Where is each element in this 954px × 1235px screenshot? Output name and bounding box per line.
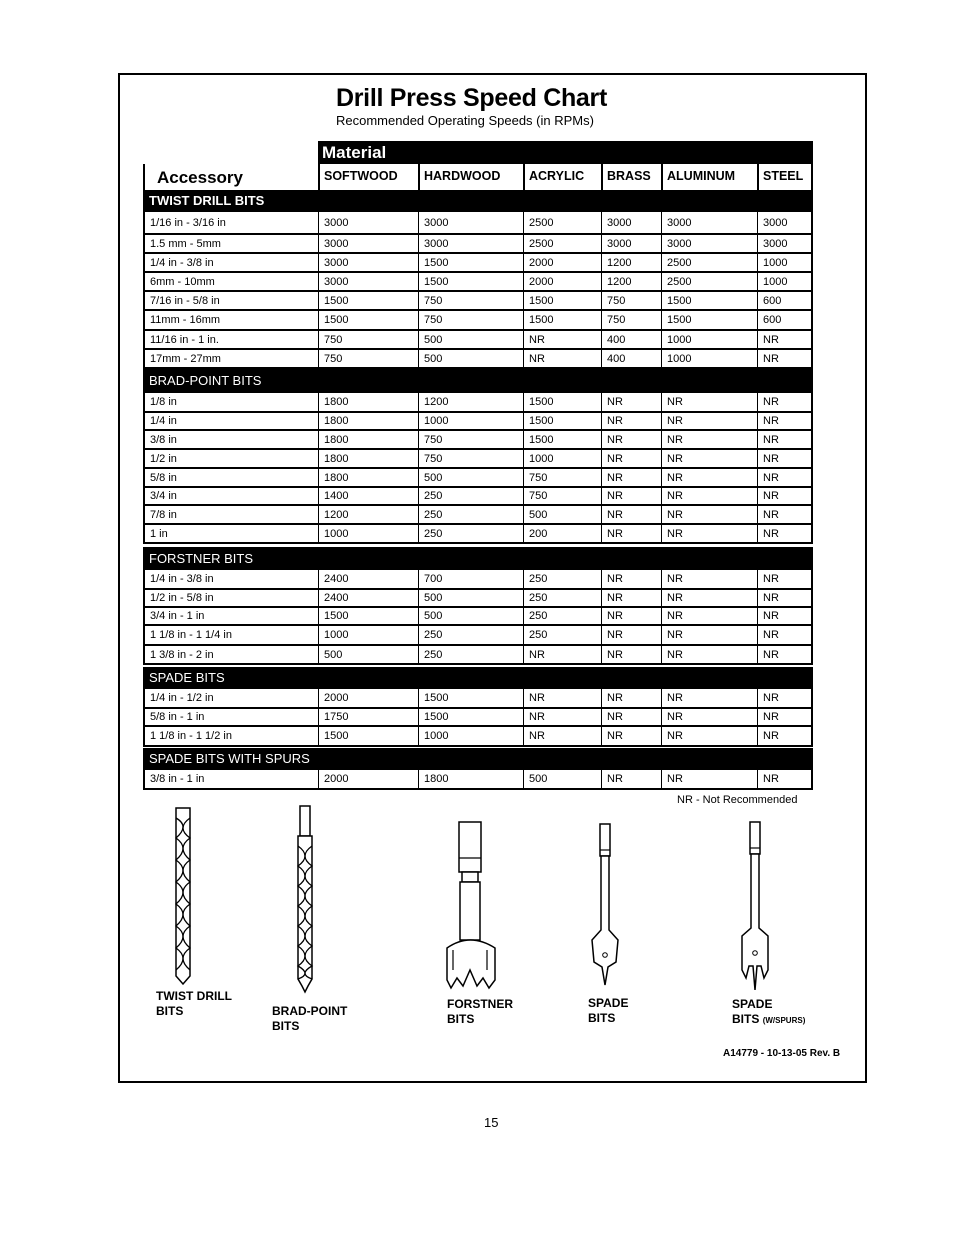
rpm-cell: NR (757, 506, 815, 523)
rpm-cell: 1000 (661, 350, 757, 367)
rpm-cell: NR (601, 709, 661, 725)
size-cell: 1.5 mm - 5mm (150, 237, 221, 250)
rpm-cell: NR (757, 646, 815, 663)
size-cell: 11/16 in - 1 in. (150, 333, 219, 346)
rpm-cell: 750 (318, 331, 418, 348)
rpm-cell: NR (601, 450, 661, 467)
column-header-brass: BRASS (601, 164, 661, 190)
rpm-cell: 500 (418, 469, 523, 486)
rpm-cell: 250 (418, 525, 523, 542)
rpm-cell: NR (661, 646, 757, 663)
document-reference: A14779 - 10-13-05 Rev. B (723, 1048, 841, 1059)
rpm-cell: 1800 (418, 770, 523, 788)
rpm-cell: NR (661, 770, 757, 788)
rpm-cell: NR (601, 506, 661, 523)
rpm-cell: NR (757, 727, 815, 745)
table-row (143, 235, 813, 254)
rpm-cell: 1800 (318, 450, 418, 467)
rpm-cell: 500 (523, 506, 601, 523)
rpm-cell: 250 (523, 608, 601, 624)
rpm-cell: NR (601, 626, 661, 644)
rpm-cell: NR (757, 525, 815, 542)
rpm-cell: NR (757, 608, 815, 624)
rpm-cell: 1500 (523, 311, 601, 329)
rpm-cell: NR (757, 393, 815, 411)
rpm-cell: 2400 (318, 570, 418, 588)
rpm-cell: NR (523, 727, 601, 745)
rpm-cell: NR (601, 431, 661, 448)
rpm-cell: NR (601, 770, 661, 788)
twist-label-line-1: TWIST DRILL (156, 989, 232, 1003)
spade-bit-icon (588, 822, 622, 987)
table-row (143, 311, 813, 331)
size-cell: 1/4 in - 1/2 in (150, 692, 214, 704)
rpm-cell: 750 (418, 311, 523, 329)
rpm-cell: NR (601, 727, 661, 745)
column-header-steel: STEEL (757, 164, 811, 190)
rpm-cell: 3000 (757, 212, 815, 233)
twist-drill-bit-icon (168, 806, 198, 986)
rpm-cell: 750 (418, 431, 523, 448)
rpm-cell: NR (757, 488, 815, 504)
rpm-cell: NR (757, 431, 815, 448)
rpm-cell: 750 (418, 450, 523, 467)
rpm-cell: 1200 (601, 273, 661, 290)
size-cell: 3/4 in (150, 490, 177, 502)
rpm-cell: NR (757, 413, 815, 429)
size-cell: 1/2 in (150, 452, 177, 465)
rpm-cell: 400 (601, 350, 661, 367)
rpm-cell: 500 (418, 331, 523, 348)
rpm-cell: NR (757, 331, 815, 348)
size-cell: 3/8 in (150, 433, 177, 446)
spade-label-line-1: SPADE (588, 996, 629, 1010)
rpm-cell: 1500 (318, 311, 418, 329)
spade-bit-with-spurs-icon (738, 820, 772, 992)
rpm-cell: 400 (601, 331, 661, 348)
rpm-cell: 2000 (523, 273, 601, 290)
rpm-cell: 200 (523, 525, 601, 542)
rpm-cell: 500 (523, 770, 601, 788)
table-row (143, 709, 813, 727)
rpm-cell: 750 (418, 292, 523, 309)
table-row (143, 626, 813, 646)
rpm-cell: 1500 (318, 727, 418, 745)
size-cell: 1 3/8 in - 2 in (150, 648, 214, 661)
rpm-cell: 3000 (661, 235, 757, 252)
size-cell: 11mm - 16mm (150, 314, 221, 326)
rpm-cell: 1800 (318, 413, 418, 429)
table-row (143, 506, 813, 525)
rpm-cell: 250 (523, 570, 601, 588)
rpm-cell: 1000 (661, 331, 757, 348)
rpm-cell: 1750 (318, 709, 418, 725)
rpm-cell: 750 (601, 292, 661, 309)
table-row (143, 350, 813, 369)
section-header: FORSTNER BITS (143, 547, 813, 570)
rpm-cell: 3000 (318, 254, 418, 271)
rpm-cell: 250 (418, 506, 523, 523)
spade-bits-label (588, 996, 628, 1026)
spade-spurs-label-line-2: BITS (732, 1012, 760, 1026)
spade-spurs-label-qualifier: (W/SPURS) (762, 1016, 806, 1025)
rpm-cell: 750 (523, 488, 601, 504)
rpm-cell: 250 (418, 626, 523, 644)
rpm-cell: 1000 (523, 450, 601, 467)
rpm-cell: NR (757, 469, 815, 486)
table-row (143, 525, 813, 544)
rpm-cell: NR (661, 727, 757, 745)
rpm-cell: NR (661, 488, 757, 504)
rpm-cell: 1000 (418, 413, 523, 429)
section-header: TWIST DRILL BITS (143, 190, 813, 212)
column-header-hardwood: HARDWOOD (418, 164, 523, 190)
rpm-cell: 3000 (757, 235, 815, 252)
size-cell: 7/16 in - 5/8 in (150, 294, 220, 307)
size-cell: 6mm - 10mm (150, 275, 215, 288)
rpm-cell: 1500 (523, 413, 601, 429)
table-row (143, 292, 813, 311)
rpm-cell: 3000 (318, 235, 418, 252)
table-row (143, 646, 813, 665)
size-cell: 1/16 in - 3/16 in (150, 216, 226, 229)
rpm-cell: NR (757, 770, 815, 788)
rpm-cell: NR (523, 709, 601, 725)
rpm-cell: 2500 (661, 273, 757, 290)
rpm-cell: NR (661, 626, 757, 644)
table-row (143, 469, 813, 488)
rpm-cell: 1500 (523, 431, 601, 448)
accessory-header: Accessory (157, 168, 244, 187)
rpm-cell: 700 (418, 570, 523, 588)
size-cell: 1 1/8 in - 1 1/4 in (150, 629, 232, 641)
rpm-cell: 250 (418, 488, 523, 504)
rpm-cell: 750 (601, 311, 661, 329)
rpm-cell: 1500 (661, 311, 757, 329)
rpm-cell: NR (757, 590, 815, 606)
rpm-cell: 500 (418, 608, 523, 624)
rpm-cell: NR (661, 450, 757, 467)
rpm-cell: NR (757, 689, 815, 707)
rpm-cell: NR (757, 626, 815, 644)
rpm-cell: NR (661, 413, 757, 429)
table-row (143, 689, 813, 709)
rpm-cell: 2000 (318, 770, 418, 788)
rpm-cell: 3000 (418, 235, 523, 252)
rpm-cell: 600 (757, 311, 815, 329)
size-cell: 17mm - 27mm (150, 352, 221, 365)
table-row (143, 431, 813, 450)
rpm-cell: 2000 (318, 689, 418, 707)
rpm-cell: NR (661, 469, 757, 486)
rpm-cell: 750 (523, 469, 601, 486)
rpm-cell: NR (661, 608, 757, 624)
forstner-label-line-1: FORSTNER (447, 997, 513, 1011)
rpm-cell: NR (757, 709, 815, 725)
table-row (143, 413, 813, 431)
rpm-cell: NR (523, 646, 601, 663)
rpm-cell: 1500 (318, 292, 418, 309)
column-header-aluminum: ALUMINUM (661, 164, 757, 190)
section-header: SPADE BITS (143, 667, 813, 689)
spade-spurs-label-line-1: SPADE (732, 997, 773, 1011)
rpm-cell: NR (601, 413, 661, 429)
rpm-cell: NR (601, 689, 661, 707)
forstner-bit-icon (443, 820, 499, 990)
rpm-cell: NR (601, 570, 661, 588)
rpm-cell: 1800 (318, 431, 418, 448)
rpm-cell: NR (601, 608, 661, 624)
rpm-cell: 1500 (661, 292, 757, 309)
rpm-cell: 2500 (661, 254, 757, 271)
rpm-cell: NR (757, 450, 815, 467)
rpm-cell: NR (601, 469, 661, 486)
size-cell: 1/8 in (150, 396, 177, 408)
rpm-cell: 1500 (418, 689, 523, 707)
rpm-cell: 1200 (418, 393, 523, 411)
column-header-acrylic: ACRYLIC (523, 164, 601, 190)
size-cell: 5/8 in (150, 471, 177, 484)
rpm-cell: 1000 (318, 626, 418, 644)
rpm-cell: 3000 (601, 235, 661, 252)
rpm-cell: 1800 (318, 469, 418, 486)
size-cell: 1/4 in (150, 415, 177, 427)
rpm-cell: NR (601, 393, 661, 411)
table-row (143, 273, 813, 292)
size-cell: 5/8 in - 1 in (150, 711, 205, 723)
forstner-bits-label (447, 997, 513, 1027)
rpm-cell: 600 (757, 292, 815, 309)
rpm-cell: NR (601, 646, 661, 663)
size-cell: 3/4 in - 1 in (150, 610, 205, 622)
rpm-cell: 2500 (523, 212, 601, 233)
table-row (143, 608, 813, 626)
size-cell: 7/8 in (150, 508, 177, 521)
table-row (143, 331, 813, 350)
rpm-cell: NR (523, 331, 601, 348)
size-cell: 1/4 in - 3/8 in (150, 573, 214, 585)
section-header: BRAD-POINT BITS (143, 368, 813, 393)
rpm-cell: NR (601, 590, 661, 606)
spade-label-line-2: BITS (588, 1011, 616, 1025)
rpm-cell: 1500 (418, 273, 523, 290)
rpm-cell: NR (661, 590, 757, 606)
rpm-cell: NR (661, 570, 757, 588)
rpm-cell: NR (523, 350, 601, 367)
rpm-cell: 500 (418, 590, 523, 606)
rpm-cell: 3000 (318, 212, 418, 233)
table-row (143, 212, 813, 235)
rpm-cell: 1000 (418, 727, 523, 745)
rpm-cell: 1500 (318, 608, 418, 624)
table-row (143, 488, 813, 506)
rpm-cell: 3000 (601, 212, 661, 233)
forstner-label-line-2: BITS (447, 1012, 475, 1026)
rpm-cell: 1200 (318, 506, 418, 523)
rpm-cell: NR (601, 488, 661, 504)
rpm-cell: 250 (523, 626, 601, 644)
page-title: Drill Press Speed Chart (336, 84, 607, 112)
rpm-cell: 2400 (318, 590, 418, 606)
rpm-cell: NR (601, 525, 661, 542)
section-header: SPADE BITS WITH SPURS (143, 748, 813, 770)
rpm-cell: NR (757, 570, 815, 588)
rpm-cell: 1500 (418, 254, 523, 271)
size-cell: 3/8 in - 1 in (150, 773, 205, 785)
rpm-cell: NR (661, 525, 757, 542)
rpm-cell: NR (661, 393, 757, 411)
table-row (143, 393, 813, 413)
rpm-cell: 1000 (757, 254, 815, 271)
rpm-cell: 3000 (661, 212, 757, 233)
rpm-cell: 1000 (757, 273, 815, 290)
rpm-cell: NR (661, 689, 757, 707)
rpm-cell: NR (757, 350, 815, 367)
twist-label-line-2: BITS (156, 1004, 184, 1018)
rpm-cell: 1800 (318, 393, 418, 411)
table-row (143, 590, 813, 608)
brad-point-bits-label (272, 1004, 347, 1034)
brad-label-line-2: BITS (272, 1019, 300, 1033)
size-cell: 1 1/8 in - 1 1/2 in (150, 730, 232, 742)
rpm-cell: 1000 (318, 525, 418, 542)
rpm-cell: 2000 (523, 254, 601, 271)
rpm-cell: NR (661, 431, 757, 448)
column-header-softwood: SOFTWOOD (318, 164, 418, 190)
rpm-cell: 750 (318, 350, 418, 367)
table-row (143, 450, 813, 469)
column-header-row (143, 164, 813, 190)
rpm-cell: 1200 (601, 254, 661, 271)
rpm-cell: 500 (318, 646, 418, 663)
table-row (143, 254, 813, 273)
size-cell: 1/4 in - 3/8 in (150, 256, 214, 269)
table-row (143, 570, 813, 590)
rpm-cell: 1500 (523, 292, 601, 309)
twist-drill-bits-label (156, 989, 232, 1019)
rpm-cell: 1500 (523, 393, 601, 411)
rpm-cell: 250 (418, 646, 523, 663)
size-cell: 1/2 in - 5/8 in (150, 592, 214, 604)
rpm-cell: 3000 (318, 273, 418, 290)
nr-note: NR - Not Recommended (677, 794, 798, 806)
page-number: 15 (484, 1115, 499, 1130)
rpm-cell: 1400 (318, 488, 418, 504)
table-row (143, 727, 813, 747)
brad-label-line-1: BRAD-POINT (272, 1004, 348, 1018)
spade-bits-spurs-label (732, 997, 805, 1028)
rpm-cell: NR (523, 689, 601, 707)
size-cell: 1 in (150, 527, 168, 540)
rpm-cell: 250 (523, 590, 601, 606)
table-row (143, 770, 813, 790)
brad-point-bit-icon (290, 804, 320, 994)
rpm-cell: 2500 (523, 235, 601, 252)
rpm-cell: 500 (418, 350, 523, 367)
page-subtitle: Recommended Operating Speeds (in RPMs) (336, 113, 594, 128)
material-header: Material (318, 141, 813, 164)
rpm-cell: NR (661, 709, 757, 725)
rpm-cell: 3000 (418, 212, 523, 233)
rpm-cell: NR (661, 506, 757, 523)
rpm-cell: 1500 (418, 709, 523, 725)
